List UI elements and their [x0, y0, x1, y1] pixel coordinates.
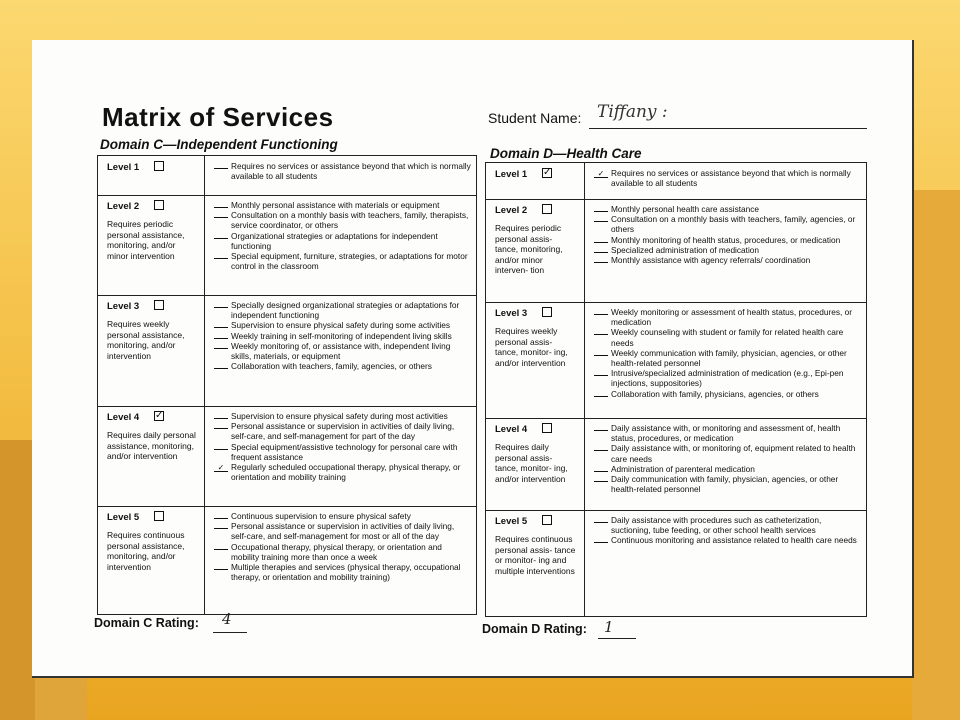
level-items	[594, 168, 862, 188]
domain-d-heading: Domain D—Health Care	[490, 146, 642, 161]
service-item-check-blank[interactable]	[214, 412, 228, 419]
service-item-check-blank[interactable]	[594, 246, 608, 253]
service-item-check-blank[interactable]	[214, 332, 228, 339]
service-item-check-blank[interactable]	[214, 321, 228, 328]
domain-c-rating-label: Domain C Rating:	[94, 616, 199, 630]
service-item-text: Weekly monitoring of, or assistance with, independent living skills, materials, or equipment	[231, 340, 451, 362]
service-item-check-blank[interactable]	[594, 444, 608, 451]
level-items	[214, 300, 472, 371]
service-item-check-blank[interactable]	[594, 369, 608, 376]
service-item-text: Daily assistance with procedures such as catheterization, suctioning, tube feeding, or other school health services	[611, 515, 822, 536]
student-name-label: Student Name:	[488, 110, 582, 126]
service-item	[214, 231, 472, 251]
service-item-text: Collaboration with teachers, family, agencies, or others	[231, 361, 432, 372]
level-description: Requires daily personal assis- tance, monitor- ing, and/or intervention	[495, 442, 568, 484]
service-item-text: Special equipment/assistive technology for personal care with frequent assistance	[231, 441, 458, 462]
service-item-text: Consultation on a monthly basis with teachers, family, therapists, service coordinator, or others	[231, 210, 469, 231]
service-item-check-blank[interactable]	[214, 522, 228, 529]
service-item-check-blank[interactable]	[214, 342, 228, 349]
service-item-text: Collaboration with family, physicians, agencies, or others	[611, 388, 819, 399]
service-item-text: Specialized administration of medication	[611, 244, 760, 255]
domain-d-level-row	[486, 418, 866, 511]
level-cell	[486, 199, 585, 302]
level-description: Requires periodic personal assis- tance, monitoring, and/or minor interven- tion	[495, 223, 563, 275]
service-item-text: Weekly counseling with student or family for related health care needs	[611, 327, 844, 348]
level-items	[214, 411, 472, 482]
service-item-text: Organizational strategies or adaptations for independent functioning	[231, 230, 438, 251]
level-title: Level 4	[107, 412, 140, 423]
level-cell	[98, 406, 205, 506]
service-item-text: Specially designed organizational strategies or adaptations for independent functioning	[231, 300, 460, 321]
level-items	[214, 511, 472, 582]
level-checkbox[interactable]	[154, 511, 164, 521]
domain-d-level-row	[486, 302, 866, 419]
domain-c-level-row	[98, 506, 476, 614]
service-item-text: Supervision to ensure physical safety during some activities	[231, 320, 451, 331]
domain-d-rating-value: 1	[604, 618, 614, 636]
service-item	[594, 255, 862, 265]
level-checkbox[interactable]	[154, 200, 164, 210]
domain-d-matrix	[485, 162, 867, 617]
domain-d-rating-label: Domain D Rating:	[482, 622, 587, 636]
level-description: Requires periodic personal assistance, monitoring, and/or minor intervention	[107, 219, 185, 261]
service-item	[214, 462, 472, 482]
level-description: Requires continuous personal assistance, monitoring, and/or intervention	[107, 530, 185, 572]
level-cell	[486, 510, 585, 616]
service-item-text: Intrusive/specialized administration of medication (e.g., Epi-pen injections, suppositories)	[611, 368, 844, 389]
slide-decoration-bar	[0, 440, 35, 720]
service-item-text: Special equipment, furniture, strategies, or adaptations for motor control in the classroom	[231, 251, 468, 272]
service-item-check-blank[interactable]	[214, 512, 228, 519]
level-items	[214, 161, 472, 181]
domain-d-level-row	[486, 163, 866, 200]
service-item	[214, 200, 472, 210]
level-checkbox[interactable]: ✓	[155, 410, 164, 421]
service-item	[214, 251, 472, 271]
level-description: Requires daily personal assistance, monitoring, and/or intervention	[107, 430, 196, 461]
service-item-text: Regularly scheduled occupational therapy, physical therapy, or orientation and mobility training	[231, 462, 461, 483]
service-item-check-blank[interactable]	[214, 563, 228, 570]
service-item	[214, 300, 472, 320]
student-name-value: Tiffany :	[597, 102, 668, 122]
level-items	[594, 307, 862, 399]
level-checkbox[interactable]	[542, 423, 552, 433]
student-name-line	[589, 128, 867, 129]
service-item-text: Multiple therapies and services (physical therapy, occupational therapy, or orientation and mobility training)	[231, 562, 461, 583]
level-title: Level 1	[107, 162, 140, 173]
service-item	[214, 511, 472, 521]
level-title: Level 2	[495, 205, 528, 216]
service-item	[214, 421, 472, 441]
service-item	[214, 411, 472, 421]
service-item-text: Continuous monitoring and assistance related to health care needs	[611, 535, 857, 546]
level-items	[594, 515, 862, 546]
service-item-check-blank[interactable]	[594, 308, 608, 315]
service-item-check-blank[interactable]	[214, 201, 228, 208]
service-item	[594, 389, 862, 399]
service-item	[214, 521, 472, 541]
service-item	[594, 443, 862, 463]
service-item-text: Monthly assistance with agency referrals/ coordination	[611, 255, 811, 266]
service-item-check-blank[interactable]: ✓	[214, 465, 228, 472]
service-item	[594, 327, 862, 347]
service-item-check-blank[interactable]	[214, 301, 228, 308]
slide-decoration-block	[35, 672, 87, 720]
level-cell	[98, 506, 205, 614]
level-title: Level 3	[107, 301, 140, 312]
domain-c-level-row	[98, 195, 476, 296]
level-checkbox[interactable]	[542, 307, 552, 317]
service-item-check-blank[interactable]	[594, 236, 608, 243]
scanned-form-page	[32, 40, 914, 678]
level-cell	[98, 295, 205, 406]
service-item	[594, 307, 862, 327]
service-item	[594, 474, 862, 494]
domain-c-rating-value: 4	[222, 610, 232, 628]
service-item-text: Personal assistance or supervision in activities of daily living, self-care, and self-management for part of the day	[231, 421, 455, 442]
service-item-check-blank[interactable]	[594, 256, 608, 263]
service-item	[214, 442, 472, 462]
service-item-text: Occupational therapy, physical therapy, or orientation and mobility training more than once a week	[231, 541, 442, 562]
service-item	[214, 542, 472, 562]
level-items	[594, 423, 862, 494]
service-item-text: Consultation on a monthly basis with teachers, family, agencies, or others	[611, 214, 856, 235]
level-checkbox[interactable]	[542, 204, 552, 214]
service-item	[214, 361, 472, 371]
service-item-check-blank[interactable]: ✓	[594, 171, 608, 178]
service-item-text: Personal assistance or supervision in activities of daily living, self-care, and self-management for most or all of the day	[231, 521, 455, 542]
level-items	[594, 204, 862, 265]
service-item-check-blank[interactable]	[594, 516, 608, 523]
service-item-check-blank[interactable]	[594, 465, 608, 472]
service-item-check-blank[interactable]	[214, 362, 228, 369]
service-item-check-blank[interactable]	[214, 252, 228, 259]
level-items	[214, 200, 472, 271]
page-title: Matrix of Services	[102, 102, 334, 132]
domain-c-level-row	[98, 295, 476, 407]
service-item-text: Administration of parenteral medication	[611, 463, 755, 474]
domain-d-rating-line	[598, 638, 636, 639]
service-item-check-blank[interactable]	[214, 232, 228, 239]
level-description: Requires weekly personal assis- tance, monitor- ing, and/or intervention	[495, 326, 568, 368]
level-cell	[98, 195, 205, 295]
service-item-check-blank[interactable]	[594, 390, 608, 397]
level-cell	[486, 418, 585, 510]
service-item	[594, 423, 862, 443]
service-item-check-blank[interactable]	[594, 475, 608, 482]
level-title: Level 4	[495, 424, 528, 435]
domain-c-matrix	[97, 155, 477, 615]
service-item-check-blank[interactable]	[594, 349, 608, 356]
service-item-text: Daily assistance with, or monitoring and assessment of, health status, procedures, or medication	[611, 423, 841, 444]
level-title: Level 3	[495, 308, 528, 319]
service-item-check-blank[interactable]	[594, 536, 608, 543]
level-checkbox[interactable]	[542, 515, 552, 525]
service-item-text: Monthly monitoring of health status, procedures, or medication	[611, 234, 841, 245]
service-item-text: Monthly personal health care assistance	[611, 204, 760, 214]
level-description: Requires weekly personal assistance, monitoring, and/or intervention	[107, 319, 185, 361]
service-item-text: Requires no services or assistance beyond that which is normally available to all students	[611, 168, 851, 189]
service-item	[214, 161, 472, 181]
domain-c-level-row	[98, 406, 476, 507]
service-item-text: Continuous supervision to ensure physical safety	[231, 511, 411, 521]
service-item	[214, 331, 472, 341]
service-item-check-blank[interactable]	[594, 205, 608, 212]
service-item-check-blank[interactable]	[594, 215, 608, 222]
service-item	[594, 204, 862, 214]
level-title: Level 5	[107, 512, 140, 523]
domain-c-level-row	[98, 156, 476, 196]
service-item-check-blank[interactable]	[594, 424, 608, 431]
domain-d-level-row	[486, 199, 866, 303]
level-cell	[486, 163, 585, 199]
service-item-check-blank[interactable]	[214, 443, 228, 450]
service-item	[594, 464, 862, 474]
domain-c-heading: Domain C—Independent Functioning	[100, 137, 338, 152]
service-item	[214, 562, 472, 582]
domain-d-level-row	[486, 510, 866, 616]
service-item-text: Weekly monitoring or assessment of health status, procedures, or medication	[611, 307, 853, 328]
domain-c-rating-line	[213, 632, 247, 633]
level-title: Level 2	[107, 201, 140, 212]
service-item	[214, 210, 472, 230]
service-item-check-blank[interactable]	[214, 211, 228, 218]
service-item-text: Daily assistance with, or monitoring of, equipment related to health care needs	[611, 443, 856, 464]
service-item	[594, 535, 862, 545]
level-cell	[486, 302, 585, 418]
level-cell	[98, 156, 205, 195]
level-title: Level 1	[495, 169, 528, 180]
service-item-text: Monthly personal assistance with materials or equipment	[231, 200, 440, 210]
level-checkbox[interactable]	[154, 161, 164, 171]
service-item-check-blank[interactable]	[214, 162, 228, 169]
service-item	[594, 168, 862, 188]
service-item-text: Supervision to ensure physical safety during most activities	[231, 411, 448, 421]
service-item-check-blank[interactable]	[594, 328, 608, 335]
service-item	[594, 348, 862, 368]
service-item-text: Weekly communication with family, physician, agencies, or other health-related personnel	[611, 347, 847, 369]
service-item	[214, 341, 472, 361]
slide-decoration-bar-right	[912, 190, 960, 720]
level-title: Level 5	[495, 516, 528, 527]
service-item	[594, 245, 862, 255]
service-item-text: Requires no services or assistance beyond that which is normally available to all students	[231, 161, 471, 182]
level-checkbox[interactable]: ✓	[543, 167, 552, 178]
service-item	[214, 320, 472, 330]
service-item	[594, 214, 862, 234]
service-item	[594, 515, 862, 535]
service-item-check-blank[interactable]	[214, 543, 228, 550]
service-item	[594, 235, 862, 245]
service-item-check-blank[interactable]	[214, 422, 228, 429]
service-item-text: Weekly training in self-monitoring of independent living skills	[231, 330, 452, 341]
level-checkbox[interactable]	[154, 300, 164, 310]
service-item-text: Daily communication with family, physician, agencies, or other health-related personnel	[611, 474, 839, 495]
level-description: Requires continuous personal assis- tance or monitor- ing and multiple interventions	[495, 534, 576, 576]
service-item	[594, 368, 862, 388]
